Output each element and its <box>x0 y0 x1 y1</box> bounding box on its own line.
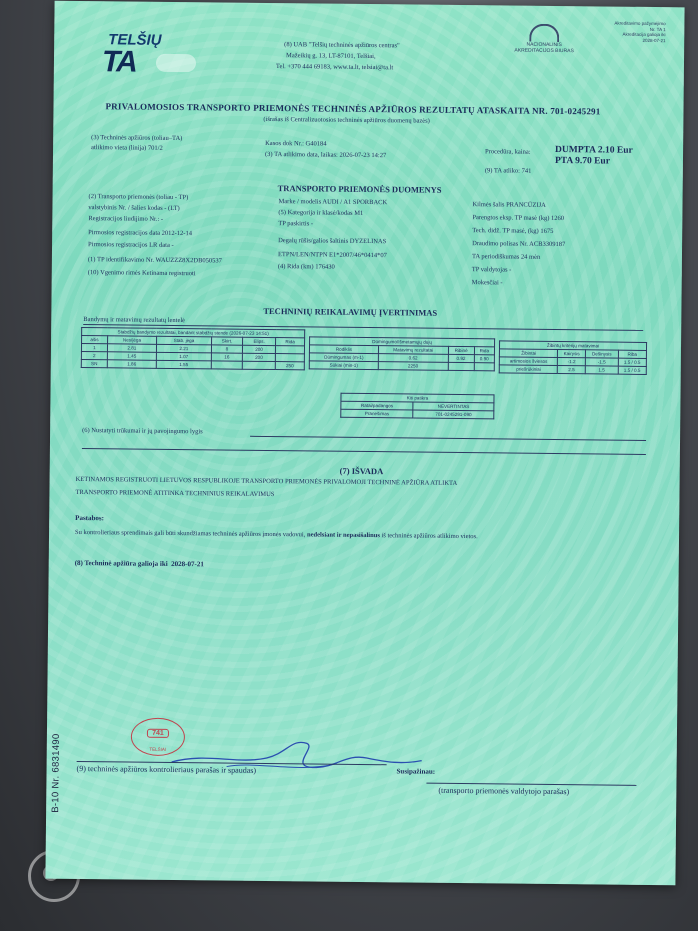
conclusion-title: (7) IŠVADA <box>339 465 384 477</box>
vehicle-data-title: TRANSPORTO PRIEMONĖS DUOMENYS <box>277 183 442 195</box>
form-serial-number: B-10 Nr. 6831490 <box>50 733 62 813</box>
logo-name: TELŠIŲ <box>108 31 162 49</box>
stamp-text: TELŠIAI <box>149 746 167 752</box>
report-subtitle: (išrašas iš Centralizuotosios techninės apžiūros duomenų bazės) <box>263 115 430 125</box>
conclusion-line-1: KETINAMOS REGISTRUOTI LIETUVOS RESPUBLIKOJE TRANSPORTO PRIEMONĖS PRIVALOMOJI TECHNINĖ APŽIŪRA ATLIKTA <box>75 475 458 487</box>
table-row: 1 2.81 2.21 8 200 <box>81 344 304 354</box>
mileage: (4) Rida (km) 176430 <box>277 263 335 271</box>
lights-caption: Žibintų kriterijų matavimai <box>499 341 646 351</box>
emissions-caption: Dūmingumo/Išmetamųjų dujų <box>310 337 495 347</box>
registration-cert: Registracijos liudijimo Nr.: - <box>88 215 164 223</box>
category: (5) Kategorija ir klasė/kodas M1 <box>278 209 364 217</box>
origin-country: Kilmės šalis PRANCŪZIJA <box>472 201 546 209</box>
vin: (1) TP identifikavimo Nr. WAUZZZ8X2DB050537 <box>87 256 222 265</box>
taxes: Mokesčiai - <box>471 279 503 287</box>
inspection-period: TA periodiškumas 24 mėn <box>471 253 541 261</box>
emissions-table <box>309 336 495 371</box>
accreditation-details: Akreditavimo pažymėjimo Nr. TA 1 Akreditacija galioja iki 2028-07-21 <box>614 20 666 43</box>
vehicle-owner: TP valdytojas - <box>471 266 512 274</box>
inspection-datetime: (3) TA atlikimo data, laikas: 2026-07-23 14:27 <box>264 150 387 160</box>
table-row: 2 1.45 1.07 16 200 <box>81 352 304 362</box>
table-row: SN 1.86 1.55 250 <box>81 360 304 370</box>
accreditation-badge: NACIONALINIS AKREDITACIJOS BIURAS <box>509 23 580 86</box>
table-row: Žibintai Kairysis Dešinysis Riba <box>499 349 646 359</box>
brake-test-table <box>81 327 305 370</box>
price-dumpta: DUMPTA 2.10 Eur <box>555 144 633 156</box>
first-registration: Pirmosios registracijos data 2012-12-14 <box>88 229 193 238</box>
table-row: ašis Nes/jėga Stab. jėga Skirt. Elips. Rida <box>82 336 305 346</box>
report-title: PRIVALOMOSIOS TRANSPORTO PRIEMONĖS TECHNINĖS APŽIŪROS REZULTATŲ ATASKAITA NR. 701-0245291 <box>105 101 601 117</box>
usage-purpose: (10) Vgenimo rimės Ketinama registruoti <box>87 269 196 278</box>
conclusion-line-2: TRANSPORTO PRIEMONĖ ATITINKA TECHNINIUS REIKALAVIMUS <box>75 488 275 499</box>
controller-signature-label: (9) techninės apžiūros kontrolieriaus parašas ir spaudas) <box>76 763 257 775</box>
table-row: Pranešimas 701-0245291-090 <box>341 409 494 419</box>
table-row: Dūmingumas (m-1) 0.62 0.92 0.90 <box>309 353 494 363</box>
requirements-title: TECHNINIŲ REIKALAVIMŲ ĮVERTINIMAS <box>263 305 438 318</box>
table-row: Sūkiai (min-1) 2250 <box>309 361 494 371</box>
lights-table <box>499 340 647 375</box>
procedure-label: Procedūra, kaina: <box>485 148 531 156</box>
logo-mark: TA <box>101 45 136 79</box>
type-approval: ETPN/LEN/NTPN E1*2007/46*0414*07 <box>277 251 387 260</box>
tests-table-label: Bandymų ir matavimų rezultatų lentelė <box>83 316 186 325</box>
issuer-name: (8) UAB "Telšių techninės apžiūros centras" <box>284 41 400 50</box>
insurance-policy: Draudimo polisas Nr. ACB3309187 <box>472 240 566 249</box>
price-pta: PTA 9.70 Eur <box>554 155 610 167</box>
other-checks-table <box>340 393 494 420</box>
defects-label: (6) Nustatyti trūkumai ir jų pavojingumo lygis <box>82 427 203 436</box>
vehicle-plate-value: valstybinis Nr. / šalies kodas - (LT) <box>88 204 180 213</box>
inspector-id: (9) TA atliko: 741 <box>484 167 532 175</box>
accreditation-logo-icon <box>529 24 559 42</box>
make-model: Marke / modelis AUDI / A1 SPORBACK <box>278 198 388 207</box>
fuel-type: Degalų rūšis/galios šaltinis DYZELINAS <box>278 237 387 246</box>
controller-signature-icon <box>166 722 427 785</box>
stamp-number: 741 <box>147 729 169 738</box>
notes-label: Pastabos: <box>75 513 105 523</box>
acknowledged-label: Susipažinau: <box>396 767 436 776</box>
table-row: Ratai/padangos NEVERTINTAS <box>341 401 494 411</box>
other-checks-caption: Kiti patikra <box>341 393 494 403</box>
station-value: atlikimo vieta (linija) 701/2 <box>91 144 163 152</box>
cash-doc: Kasos dok Nr.: G40184 <box>265 139 327 148</box>
table-row: priešrūkiniai 2.5 1.5 1.5 / 0.5 <box>499 365 646 375</box>
table-row: Rodiklis Matavimų rezultatai Ribinė Rida <box>309 345 494 355</box>
first-lt-registration: Pirmosios registracijos LR data - <box>88 241 174 249</box>
inspection-certificate <box>45 1 684 886</box>
curb-mass: Parengtos eksp. TP masė (kg) 1260 <box>472 214 565 223</box>
station-label: (3) Techninės apžiūros (toliau–TA) <box>91 134 183 143</box>
validity: (8) Techninė apžiūra galioja iki 2028-07-21 <box>74 558 204 569</box>
table-row: artimosios šviesos -1.2 -1.5 1.5 / 0.5 <box>499 357 646 367</box>
owner-signature-label: (transporto priemonės valdytojo parašas) <box>438 785 570 797</box>
vehicle-purpose: TP paskirtis - <box>278 220 314 228</box>
brake-table-caption: Stabdžių bandymo rezultatai, bandant stabdžių stende (2026-07-23 14:51) <box>82 328 305 338</box>
notes-text: Su kontrolieriaus sprendimais gali būti skundžiamas techninės apžiūros įmonės vadovui, nedelsiant ir nepasišalinus iš techninės apžiūros atlikimo vietos. <box>75 528 478 541</box>
vehicle-plate-label: (2) Transporto priemonės (toliau - TP) <box>88 193 189 202</box>
telsiu-ta-logo <box>98 31 209 82</box>
issuer-address: Mažeikių g. 13, LT-87101, Telšiai, <box>286 52 376 61</box>
max-mass: Tech. didž. TP masė, (kg) 1675 <box>472 227 554 235</box>
issuer-contacts: Tel. +370 444 69183, www.ta.lt, telsiai@ta.lt <box>275 63 394 72</box>
